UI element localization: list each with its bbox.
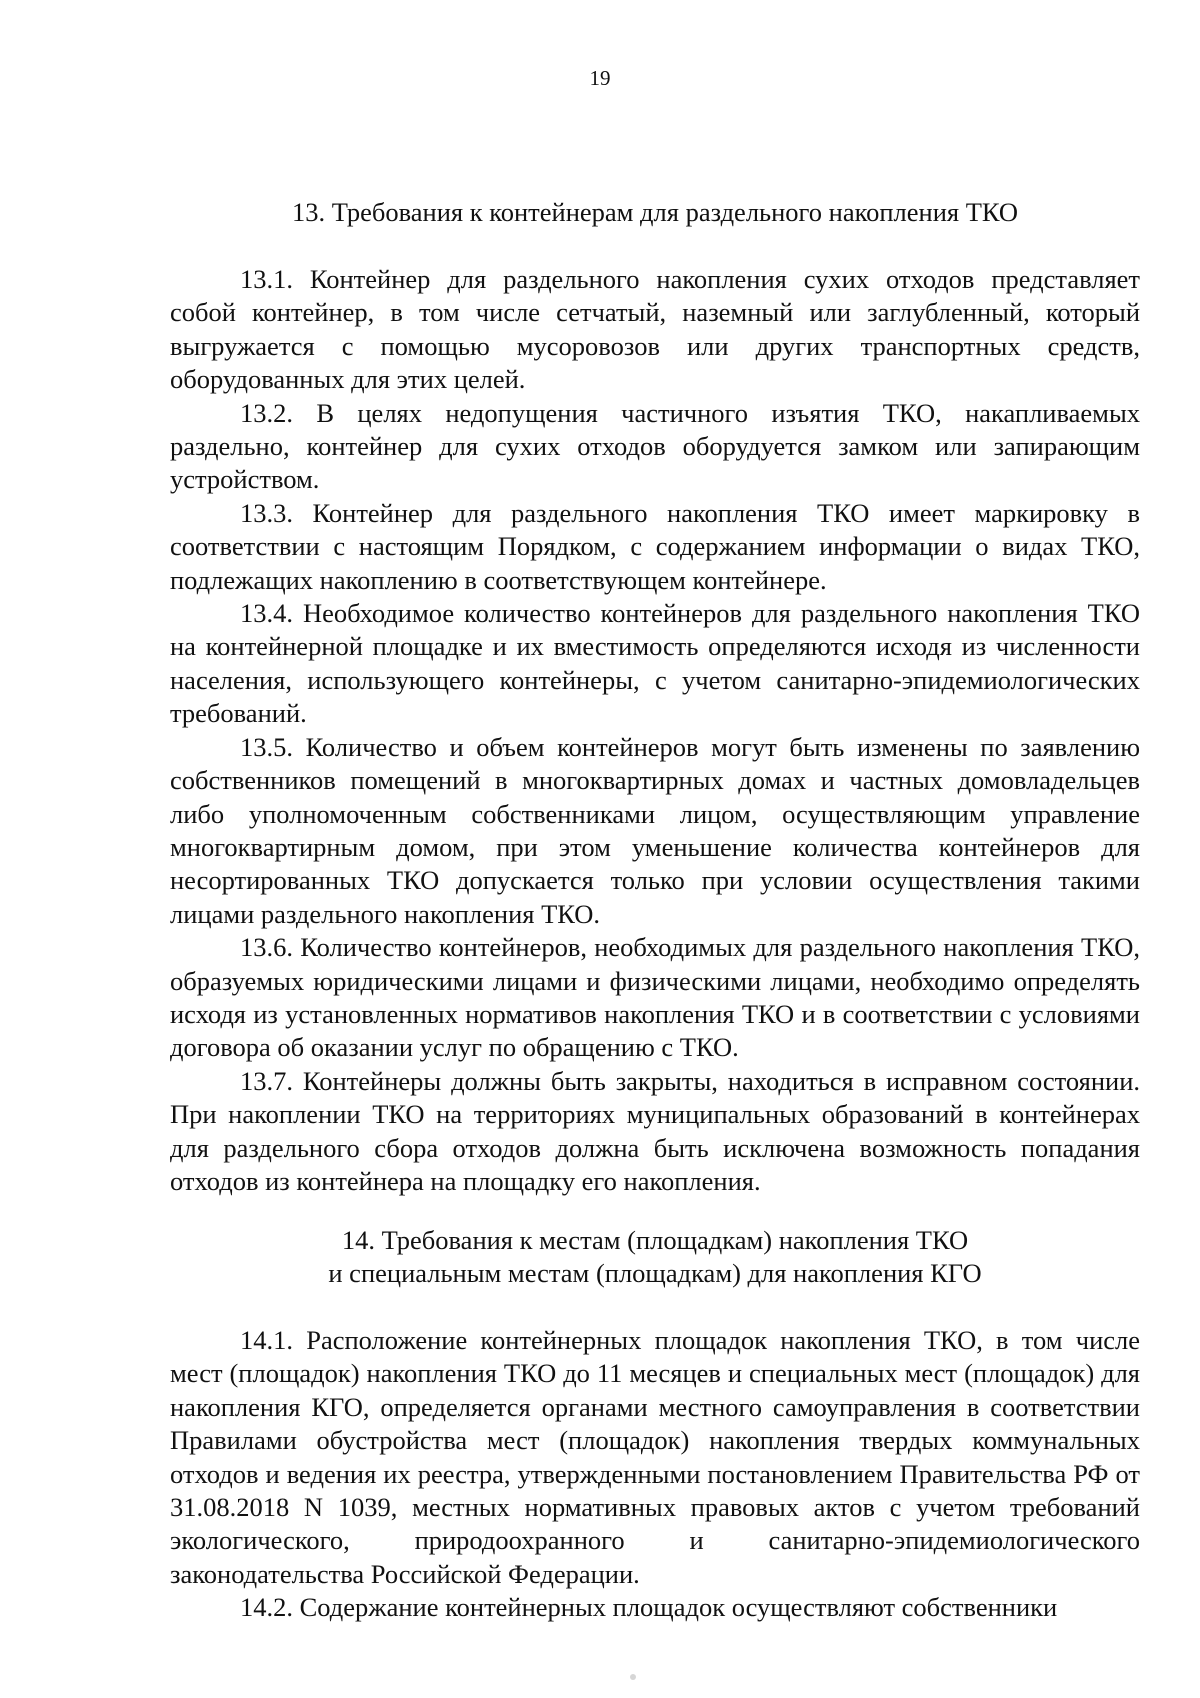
paragraph-13-3: 13.3. Контейнер для раздельного накопления ТКО имеет маркировку в соответствии с настоящим Порядком, с содержанием информации о видах ТКО, подлежащих накоплению в соответствующем контейнере. xyxy=(170,497,1140,595)
paragraph-14-2: 14.2. Содержание контейнерных площадок осуществляют собственники xyxy=(240,1592,1058,1623)
section-13-title: 13. Требования к контейнерам для раздельного накопления ТКО xyxy=(291,197,1019,227)
section-13-heading xyxy=(170,196,1140,229)
paragraph-13-5: 13.5. Количество и объем контейнеров могут быть изменены по заявлению собственников помещений в многоквартирных домах и частных домовладельцев либо уполномоченным собственниками лицом, осуществляющим управление многоквартирным домом, при этом уменьшение количества контейнеров для несортированных ТКО допускается только при условии осуществления такими лицами раздельного накопления ТКО. xyxy=(170,731,1140,929)
section-14-heading xyxy=(170,1224,1140,1291)
paragraph-13-4: 13.4. Необходимое количество контейнеров для раздельного накопления ТКО на контейнерной площадке и их вместимость определяются исходя из численности населения, использующего контейнеры, с учетом санитарно-эпидемиологических требований. xyxy=(170,598,1140,729)
paragraph-13-2: 13.2. В целях недопущения частичного изъятия ТКО, накапливаемых раздельно, контейнер для сухих отходов оборудуется замком или запирающим устройством. xyxy=(170,397,1140,495)
section-14-body xyxy=(170,1324,1140,1625)
section-14-title-line-1: 14. Требования к местам (площадкам) накопления ТКО xyxy=(341,1225,969,1255)
page-number: 19 xyxy=(589,66,611,90)
paragraph-13-7: 13.7. Контейнеры должны быть закрыты, находиться в исправном состоянии. При накоплении ТКО на территориях муниципальных образований в контейнерах для раздельного сбора отходов должна быть исключена возможность попадания отходов из контейнера на площадку его накопления. xyxy=(170,1065,1140,1196)
scan-speck xyxy=(630,1674,636,1680)
section-14-title-line-2: и специальным местам (площадкам) для накопления КГО xyxy=(328,1258,982,1289)
paragraph-13-1: 13.1. Контейнер для раздельного накопления сухих отходов представляет собой контейнер, в том числе сетчатый, наземный или заглубленный, который выгружается с помощью мусоровозов или других транспортных средств, оборудованных для этих целей. xyxy=(170,264,1140,395)
paragraph-14-1: 14.1. Расположение контейнерных площадок накопления ТКО, в том числе мест (площадок) накопления ТКО до 11 месяцев и специальных мест (площадок) для накопления КГО, определяется органами местного самоуправления в соответствии Правилами обустройства мест (площадок) накопления твердых коммунальных отходов и ведения их реестра, утвержденными постановлением Правительства РФ от 31.08.2018 N 1039, местных нормативных правовых актов с учетом требований экологического, природоохранного и санитарно-эпидемиологического законодательства Российской Федерации. xyxy=(170,1325,1140,1589)
section-13-body xyxy=(170,263,1140,1198)
paragraph-13-6: 13.6. Количество контейнеров, необходимых для раздельного накопления ТКО, образуемых юридическими лицами и физическими лицами, необходимо определять исходя из установленных нормативов накопления ТКО и в соответствии с условиями договора об оказании услуг по обращению с ТКО. xyxy=(170,932,1140,1063)
